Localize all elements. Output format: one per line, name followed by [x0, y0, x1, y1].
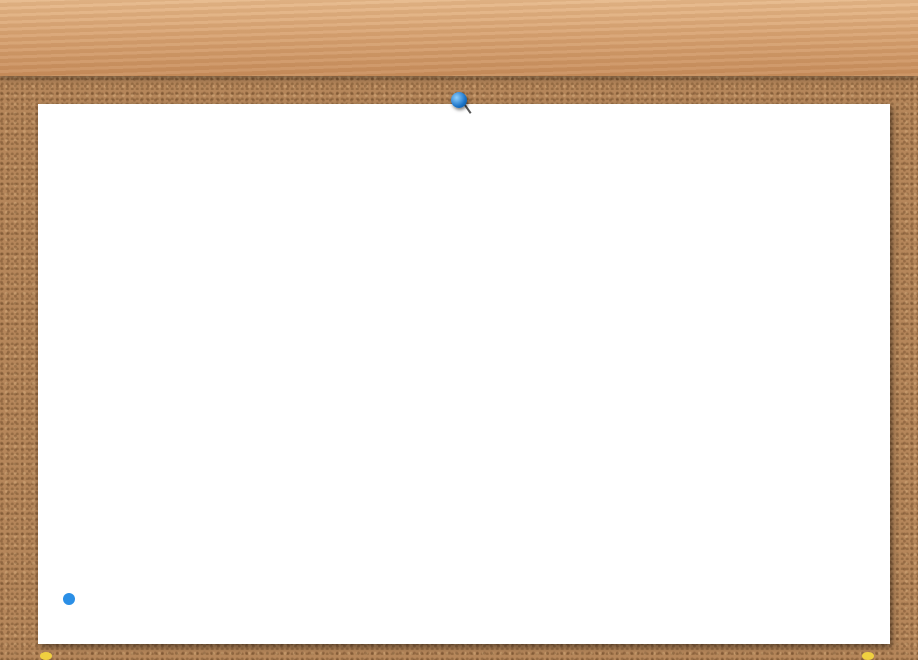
push-pin-icon	[451, 92, 467, 108]
note-line-1	[63, 592, 77, 607]
header-banner	[0, 0, 918, 76]
corner-pin-icon	[862, 652, 874, 660]
corner-pin-icon	[40, 652, 52, 660]
info-dot-icon	[63, 593, 75, 605]
notice-paper	[38, 104, 890, 644]
